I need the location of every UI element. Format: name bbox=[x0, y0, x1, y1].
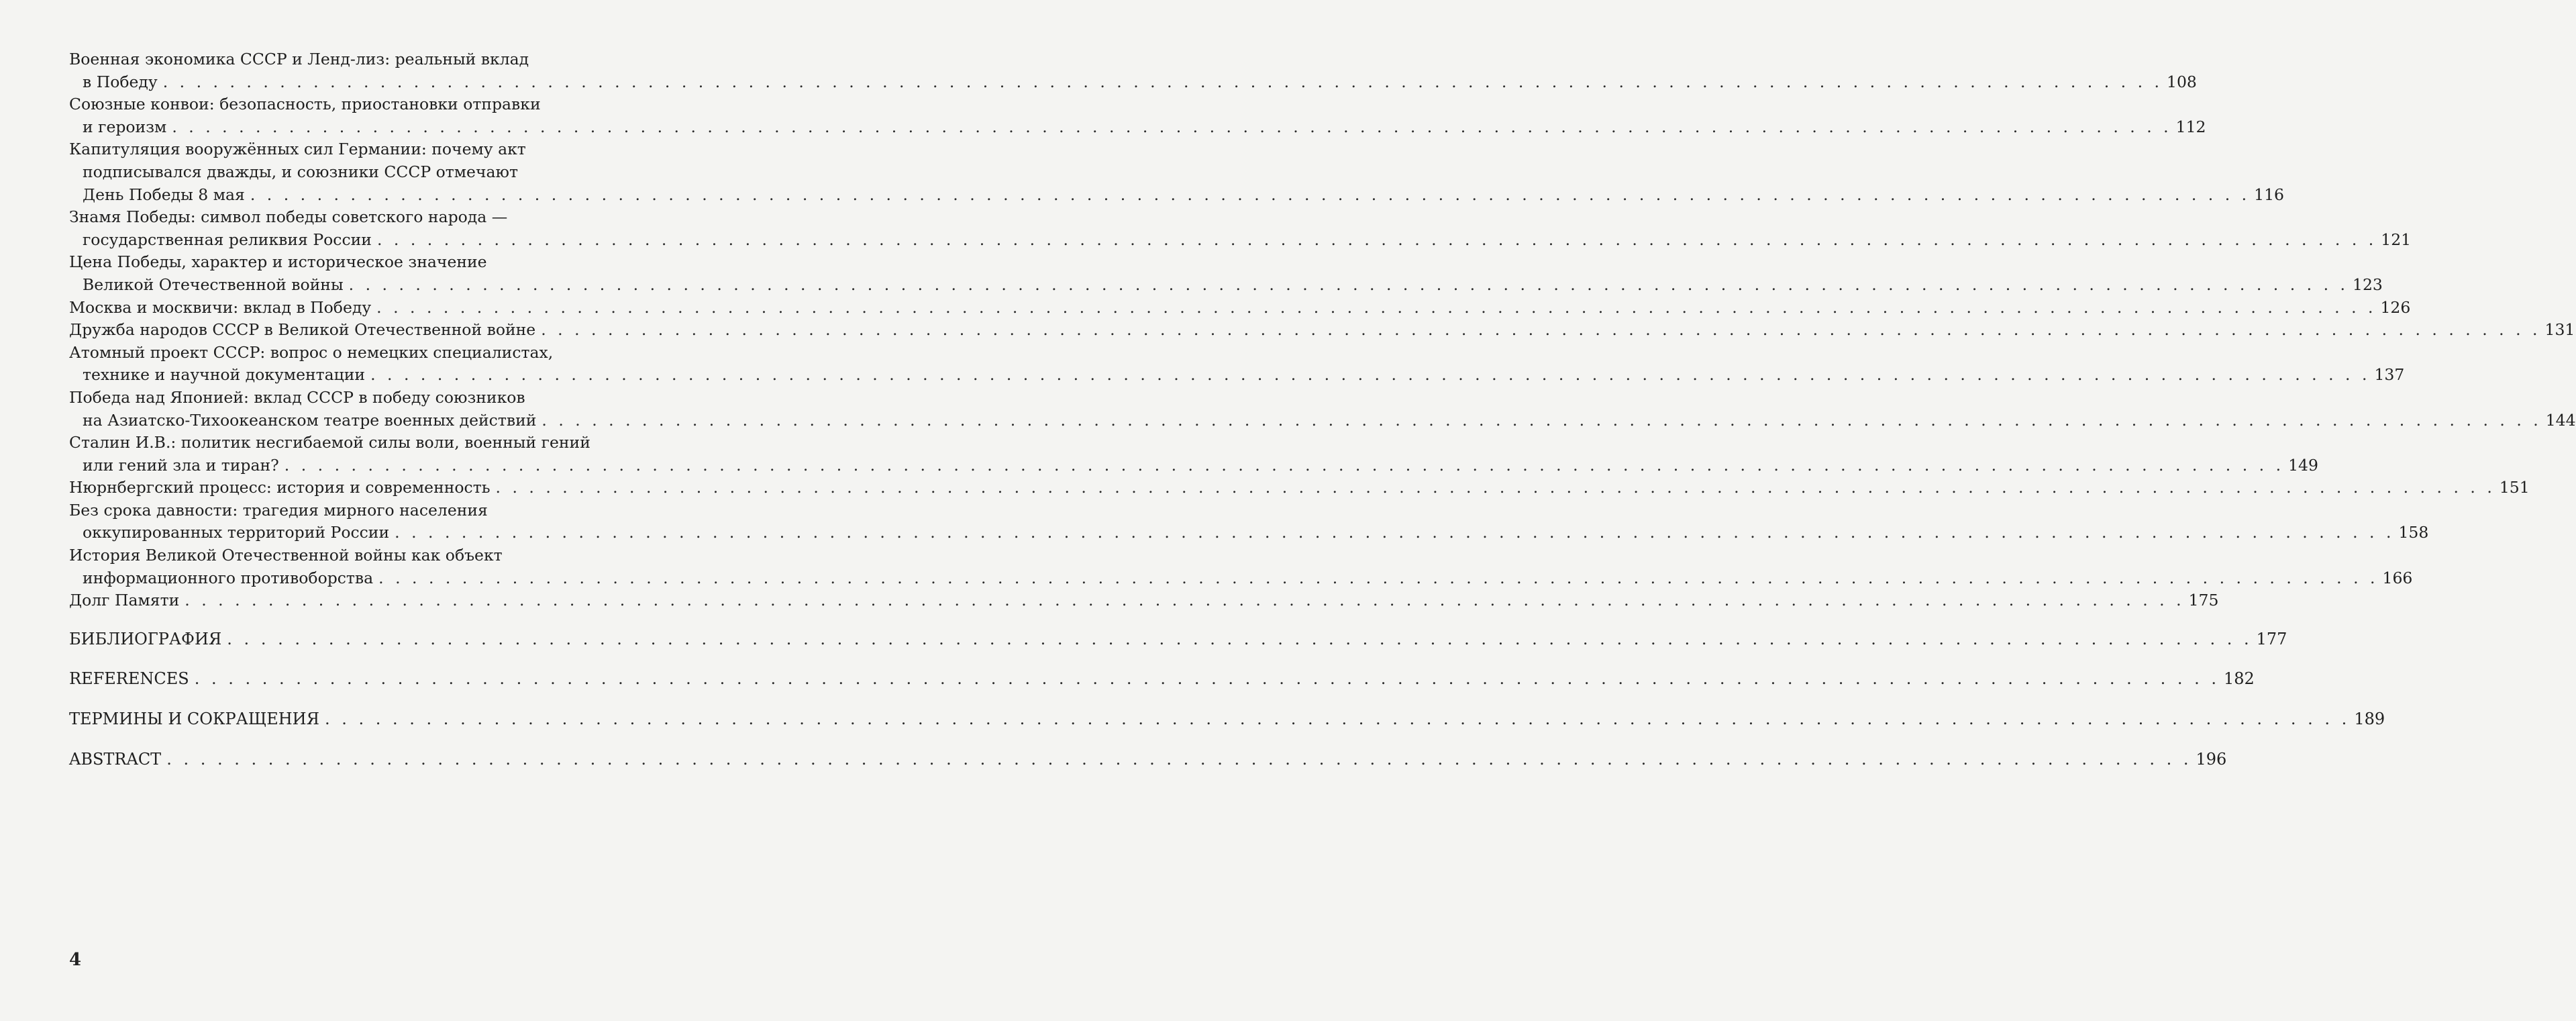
toc-entry-title: Великой Отечественной войны bbox=[83, 275, 344, 294]
toc-entry-line: Атомный проект СССР: вопрос о немецких специалистах, bbox=[69, 342, 554, 362]
dot-leader: . . . . . . . . . . . . . . . . . . . . . . . . . . . . . . . . . . . . . . . . . . . . . . . . . . . . . . . . . . . . . . . . . . . . . . . . . . . . . . . . . . . . . . . . . . . . . . . . . . . . . . . . . . . . . . . . . . . . . . . . bbox=[541, 320, 2541, 340]
dot-leader: . . . . . . . . . . . . . . . . . . . . . . . . . . . . . . . . . . . . . . . . . . . . . . . . . . . . . . . . . . . . . . . . . . . . . . . . . . . . . . . . . . . . . . . . . . . . . . . . . . . . . . . . . . . . . . . . . . . . . . . . bbox=[542, 410, 2542, 430]
dot-leader: . . . . . . . . . . . . . . . . . . . . . . . . . . . . . . . . . . . . . . . . . . . . . . . . . . . . . . . . . . . . . . . . . . . . . . . . . . . . . . . . . . . . . . . . . . . . . . . . . . . . . . . . . . . . . . . . . . . . . . . . bbox=[378, 568, 2379, 587]
toc-entry-line: Без срока давности: трагедия мирного населения bbox=[69, 500, 488, 520]
toc-entry-title: ТЕРМИНЫ И СОКРАЩЕНИЯ bbox=[69, 710, 319, 729]
toc-page-number: 149 bbox=[2288, 455, 2318, 475]
toc-entry[interactable] bbox=[69, 589, 2219, 612]
toc-page-number: 175 bbox=[2188, 591, 2219, 610]
toc-entry-line: Капитуляция вооружённых сил Германии: почему акт bbox=[69, 140, 526, 159]
toc-entry[interactable] bbox=[69, 251, 2383, 296]
toc-entry-title: REFERENCES bbox=[69, 669, 189, 689]
toc-entry-last-line[interactable] bbox=[69, 364, 2405, 387]
dot-leader: . . . . . . . . . . . . . . . . . . . . . . . . . . . . . . . . . . . . . . . . . . . . . . . . . . . . . . . . . . . . . . . . . . . . . . . . . . . . . . . . . . . . . . . . . . . . . . . . . . . . . . . . . . . . . . . . . . . . . . . . bbox=[348, 275, 2349, 294]
dot-leader: . . . . . . . . . . . . . . . . . . . . . . . . . . . . . . . . . . . . . . . . . . . . . . . . . . . . . . . . . . . . . . . . . . . . . . . . . . . . . . . . . . . . . . . . . . . . . . . . . . . . . . . . . . . . . . . . . . . . . . . . bbox=[172, 117, 2172, 136]
toc-page-number: 116 bbox=[2254, 185, 2285, 204]
toc-entry-line: подписывался дважды, и союзники СССР отмечают bbox=[83, 162, 518, 181]
toc-entry-last-line[interactable] bbox=[69, 229, 2412, 252]
toc-section-line[interactable] bbox=[69, 628, 2287, 651]
toc-entry[interactable] bbox=[69, 342, 2405, 387]
toc-page-number: 137 bbox=[2374, 365, 2405, 385]
dot-leader: . . . . . . . . . . . . . . . . . . . . . . . . . . . . . . . . . . . . . . . . . . . . . . . . . . . . . . . . . . . . . . . . . . . . . . . . . . . . . . . . . . . . . . . . . . . . . . . . . . . . . . . . . . . . . . . . . . . . . . . . bbox=[325, 710, 2351, 729]
page-number: 4 bbox=[69, 950, 82, 970]
toc-page-number: 121 bbox=[2381, 230, 2412, 249]
toc-entry-title: оккупированных территорий России bbox=[83, 523, 390, 542]
toc-page-number: 123 bbox=[2353, 275, 2383, 294]
toc-entry-last-line[interactable] bbox=[69, 409, 2576, 432]
toc-page-number: 182 bbox=[2224, 669, 2255, 689]
toc-entry-last-line[interactable] bbox=[69, 567, 2413, 590]
toc-entry-last-line[interactable] bbox=[69, 454, 2318, 477]
toc-page-number: 126 bbox=[2380, 297, 2411, 317]
dot-leader: . . . . . . . . . . . . . . . . . . . . . . . . . . . . . . . . . . . . . . . . . . . . . . . . . . . . . . . . . . . . . . . . . . . . . . . . . . . . . . . . . . . . . . . . . . . . . . . . . . . . . . . . . . . . . . . . . . . . . . . . bbox=[495, 478, 2495, 497]
toc-entry-line: Цена Победы, характер и историческое значение bbox=[69, 252, 487, 272]
toc-page-number: 131 bbox=[2544, 320, 2575, 340]
toc-entry-last-line[interactable] bbox=[69, 116, 2206, 139]
toc-entry-line: Победа над Японией: вклад СССР в победу союзников bbox=[69, 387, 525, 407]
table-of-contents bbox=[69, 48, 2576, 771]
toc-entry-last-line[interactable] bbox=[69, 589, 2219, 612]
dot-leader: . . . . . . . . . . . . . . . . . . . . . . . . . . . . . . . . . . . . . . . . . . . . . . . . . . . . . . . . . . . . . . . . . . . . . . . . . . . . . . . . . . . . . . . . . . . . . . . . . . . . . . . . . . . . . . . . . . . . . . . . bbox=[166, 749, 2192, 769]
toc-entry[interactable] bbox=[69, 544, 2413, 589]
toc-entry-last-line[interactable] bbox=[69, 477, 2530, 499]
toc-entry-title: БИБЛИОГРАФИЯ bbox=[69, 629, 222, 648]
dot-leader: . . . . . . . . . . . . . . . . . . . . . . . . . . . . . . . . . . . . . . . . . . . . . . . . . . . . . . . . . . . . . . . . . . . . . . . . . . . . . . . . . . . . . . . . . . . . . . . . . . . . . . . . . . . . . . . . . . . . . . . . bbox=[395, 523, 2395, 542]
toc-entry[interactable] bbox=[69, 319, 2575, 342]
toc-entry-last-line[interactable] bbox=[69, 297, 2411, 320]
toc-entry[interactable] bbox=[69, 432, 2318, 477]
toc-entry-title: Нюрнбергский процесс: история и современность bbox=[69, 478, 491, 497]
toc-entry-title: ABSTRACT bbox=[69, 749, 162, 769]
toc-entry-last-line[interactable] bbox=[69, 522, 2429, 544]
toc-entry-title: технике и научной документации bbox=[83, 365, 366, 385]
dot-leader: . . . . . . . . . . . . . . . . . . . . . . . . . . . . . . . . . . . . . . . . . . . . . . . . . . . . . . . . . . . . . . . . . . . . . . . . . . . . . . . . . . . . . . . . . . . . . . . . . . . . . . . . . . . . . . . . . . . . . . . . bbox=[284, 455, 2285, 475]
dot-leader: . . . . . . . . . . . . . . . . . . . . . . . . . . . . . . . . . . . . . . . . . . . . . . . . . . . . . . . . . . . . . . . . . . . . . . . . . . . . . . . . . . . . . . . . . . . . . . . . . . . . . . . . . . . . . . . . . . . . . . . . bbox=[185, 591, 2185, 610]
dot-leader: . . . . . . . . . . . . . . . . . . . . . . . . . . . . . . . . . . . . . . . . . . . . . . . . . . . . . . . . . . . . . . . . . . . . . . . . . . . . . . . . . . . . . . . . . . . . . . . . . . . . . . . . . . . . . . . . . . . . . . . . bbox=[162, 72, 2163, 91]
toc-entry-line: Сталин И.В.: политик несгибаемой силы воли, военный гений bbox=[69, 433, 590, 452]
toc-page-number: 189 bbox=[2354, 710, 2385, 729]
toc-section-line[interactable] bbox=[69, 748, 2227, 771]
toc-entry-title: в Победу bbox=[83, 72, 158, 91]
toc-entry-title: Долг Памяти bbox=[69, 591, 180, 610]
toc-entry[interactable] bbox=[69, 93, 2206, 138]
toc-page-number: 112 bbox=[2175, 117, 2206, 136]
toc-section-line[interactable] bbox=[69, 708, 2385, 731]
toc-entry-line: Союзные конвои: безопасность, приостановки отправки bbox=[69, 95, 541, 114]
toc-entry[interactable] bbox=[69, 387, 2576, 432]
toc-entry-last-line[interactable] bbox=[69, 319, 2575, 342]
toc-entry-line: Военная экономика СССР и Ленд-лиз: реальный вклад bbox=[69, 50, 529, 68]
dot-leader: . . . . . . . . . . . . . . . . . . . . . . . . . . . . . . . . . . . . . . . . . . . . . . . . . . . . . . . . . . . . . . . . . . . . . . . . . . . . . . . . . . . . . . . . . . . . . . . . . . . . . . . . . . . . . . . . . . . . . . . . bbox=[376, 297, 2377, 317]
toc-entry-title: или гений зла и тиран? bbox=[83, 455, 279, 475]
toc-entry-title: на Азиатско-Тихоокеанском театре военных действий bbox=[83, 410, 537, 430]
dot-leader: . . . . . . . . . . . . . . . . . . . . . . . . . . . . . . . . . . . . . . . . . . . . . . . . . . . . . . . . . . . . . . . . . . . . . . . . . . . . . . . . . . . . . . . . . . . . . . . . . . . . . . . . . . . . . . . . . . . . . . . . bbox=[194, 669, 2220, 689]
toc-section[interactable] bbox=[69, 628, 2287, 651]
toc-section[interactable] bbox=[69, 708, 2385, 731]
toc-sections bbox=[69, 628, 2385, 771]
toc-section-line[interactable] bbox=[69, 668, 2255, 691]
toc-page-number: 196 bbox=[2196, 749, 2227, 769]
toc-entry-title: информационного противоборства bbox=[83, 568, 374, 587]
toc-entry-line: История Великой Отечественной войны как объект bbox=[69, 546, 503, 565]
toc-page-number: 158 bbox=[2398, 523, 2429, 542]
toc-entry-title: и героизм bbox=[83, 117, 167, 136]
toc-entry[interactable] bbox=[69, 206, 2412, 251]
toc-page-number: 166 bbox=[2382, 568, 2413, 587]
toc-section[interactable] bbox=[69, 748, 2227, 771]
toc-entries bbox=[69, 48, 2576, 612]
toc-entry[interactable] bbox=[69, 297, 2411, 320]
toc-entry[interactable] bbox=[69, 499, 2429, 544]
toc-entry-line: Знамя Победы: символ победы советского народа — bbox=[69, 207, 508, 227]
toc-page-number: 108 bbox=[2167, 72, 2197, 91]
dot-leader: . . . . . . . . . . . . . . . . . . . . . . . . . . . . . . . . . . . . . . . . . . . . . . . . . . . . . . . . . . . . . . . . . . . . . . . . . . . . . . . . . . . . . . . . . . . . . . . . . . . . . . . . . . . . . . . . . . . . . . . . bbox=[376, 230, 2377, 249]
toc-entry-title: Дружба народов СССР в Великой Отечественной войне bbox=[69, 320, 536, 340]
toc-entry-title: Москва и москвичи: вклад в Победу bbox=[69, 297, 372, 317]
toc-entry-last-line[interactable] bbox=[69, 184, 2285, 207]
toc-entry-last-line[interactable] bbox=[69, 71, 2197, 94]
toc-page-number: 144 bbox=[2545, 410, 2576, 430]
dot-leader: . . . . . . . . . . . . . . . . . . . . . . . . . . . . . . . . . . . . . . . . . . . . . . . . . . . . . . . . . . . . . . . . . . . . . . . . . . . . . . . . . . . . . . . . . . . . . . . . . . . . . . . . . . . . . . . . . . . . . . . . bbox=[250, 185, 2251, 204]
toc-entry[interactable] bbox=[69, 138, 2285, 206]
dot-leader: . . . . . . . . . . . . . . . . . . . . . . . . . . . . . . . . . . . . . . . . . . . . . . . . . . . . . . . . . . . . . . . . . . . . . . . . . . . . . . . . . . . . . . . . . . . . . . . . . . . . . . . . . . . . . . . . . . . . . . . . bbox=[227, 629, 2253, 648]
toc-entry-title: День Победы 8 мая bbox=[83, 185, 245, 204]
toc-entry[interactable] bbox=[69, 477, 2530, 499]
toc-page-number: 151 bbox=[2499, 478, 2530, 497]
toc-entry-last-line[interactable] bbox=[69, 274, 2383, 297]
dot-leader: . . . . . . . . . . . . . . . . . . . . . . . . . . . . . . . . . . . . . . . . . . . . . . . . . . . . . . . . . . . . . . . . . . . . . . . . . . . . . . . . . . . . . . . . . . . . . . . . . . . . . . . . . . . . . . . . . . . . . . . . bbox=[370, 365, 2371, 385]
toc-page-number: 177 bbox=[2256, 629, 2287, 648]
toc-section[interactable] bbox=[69, 668, 2255, 691]
toc-entry[interactable] bbox=[69, 48, 2197, 93]
toc-entry-title: государственная реликвия России bbox=[83, 230, 372, 249]
